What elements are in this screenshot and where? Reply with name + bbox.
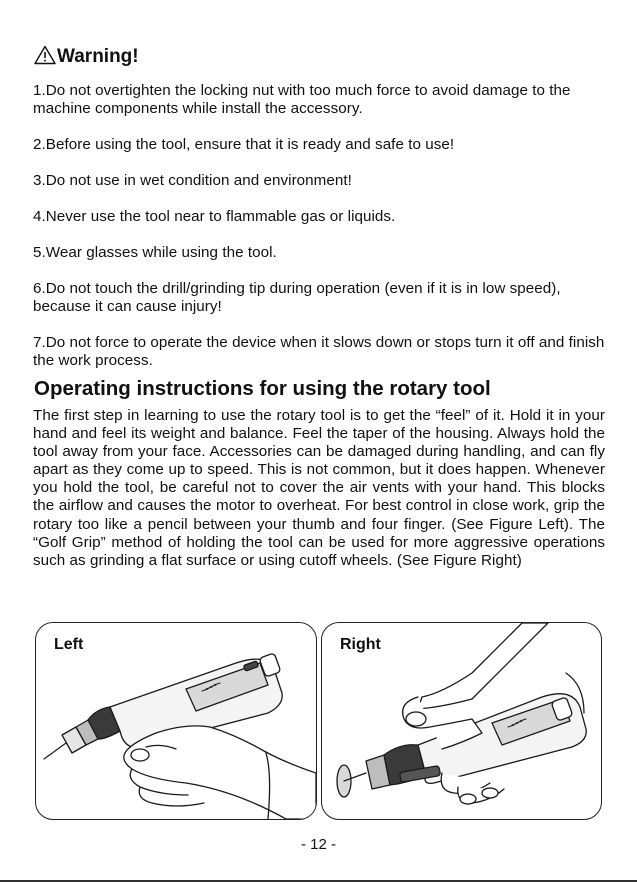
section-title: Operating instructions for using the rotary tool <box>34 377 491 400</box>
warning-triangle-icon <box>34 45 56 65</box>
warning-item: 6.Do not touch the drill/grinding tip during operation (even if it is in low speed), because it can cause injury! <box>33 280 561 315</box>
warning-title: Warning! <box>57 46 139 67</box>
warning-list <box>33 82 605 388</box>
figure-right-label: Right <box>340 636 381 653</box>
warning-item: 1.Do not overtighten the locking nut with too much force to avoid damage to the machine components while install the accessory. <box>33 82 571 117</box>
warning-item: 4.Never use the tool near to flammable gas or liquids. <box>33 208 396 225</box>
warning-item: 5.Wear glasses while using the tool. <box>33 244 277 261</box>
page-number: - 12 - <box>300 836 336 853</box>
figure-left-label: Left <box>54 636 84 653</box>
bottom-divider <box>0 880 637 882</box>
golf-grip-illustration <box>322 623 601 819</box>
figure-left-panel <box>35 622 317 820</box>
warning-item: 3.Do not use in wet condition and environment! <box>33 172 352 189</box>
pencil-grip-illustration <box>36 623 316 819</box>
warning-heading <box>34 44 139 70</box>
figure-right-panel <box>321 622 602 820</box>
operating-paragraph: The first step in learning to use the rotary tool is to get the “feel” of it. Hold it in your hand and feel its weight and balance. Feel the taper of the housing. Always hold the tool away from your face. Accessories can be damaged during handling, and can fly apart as they come up to speed. This is not common, but it does happen. Whenever you hold the tool, be careful not to cover the air vents with your hand. This blocks the airflow and causes the motor to overheat. For best control in close work, grip the rotary too like a pencil between your thumb and four finger. (See Figure Left). The “Golf Grip” method of holding the tool can be used for more aggressive operations such as grinding a flat surface or using cutoff wheels. (See Figure Right) <box>33 407 605 569</box>
warning-item: 2.Before using the tool, ensure that it is ready and safe to use! <box>33 136 455 153</box>
warning-item: 7.Do not force to operate the device when it slows down or stops turn it off and finish the work process. <box>33 334 605 369</box>
